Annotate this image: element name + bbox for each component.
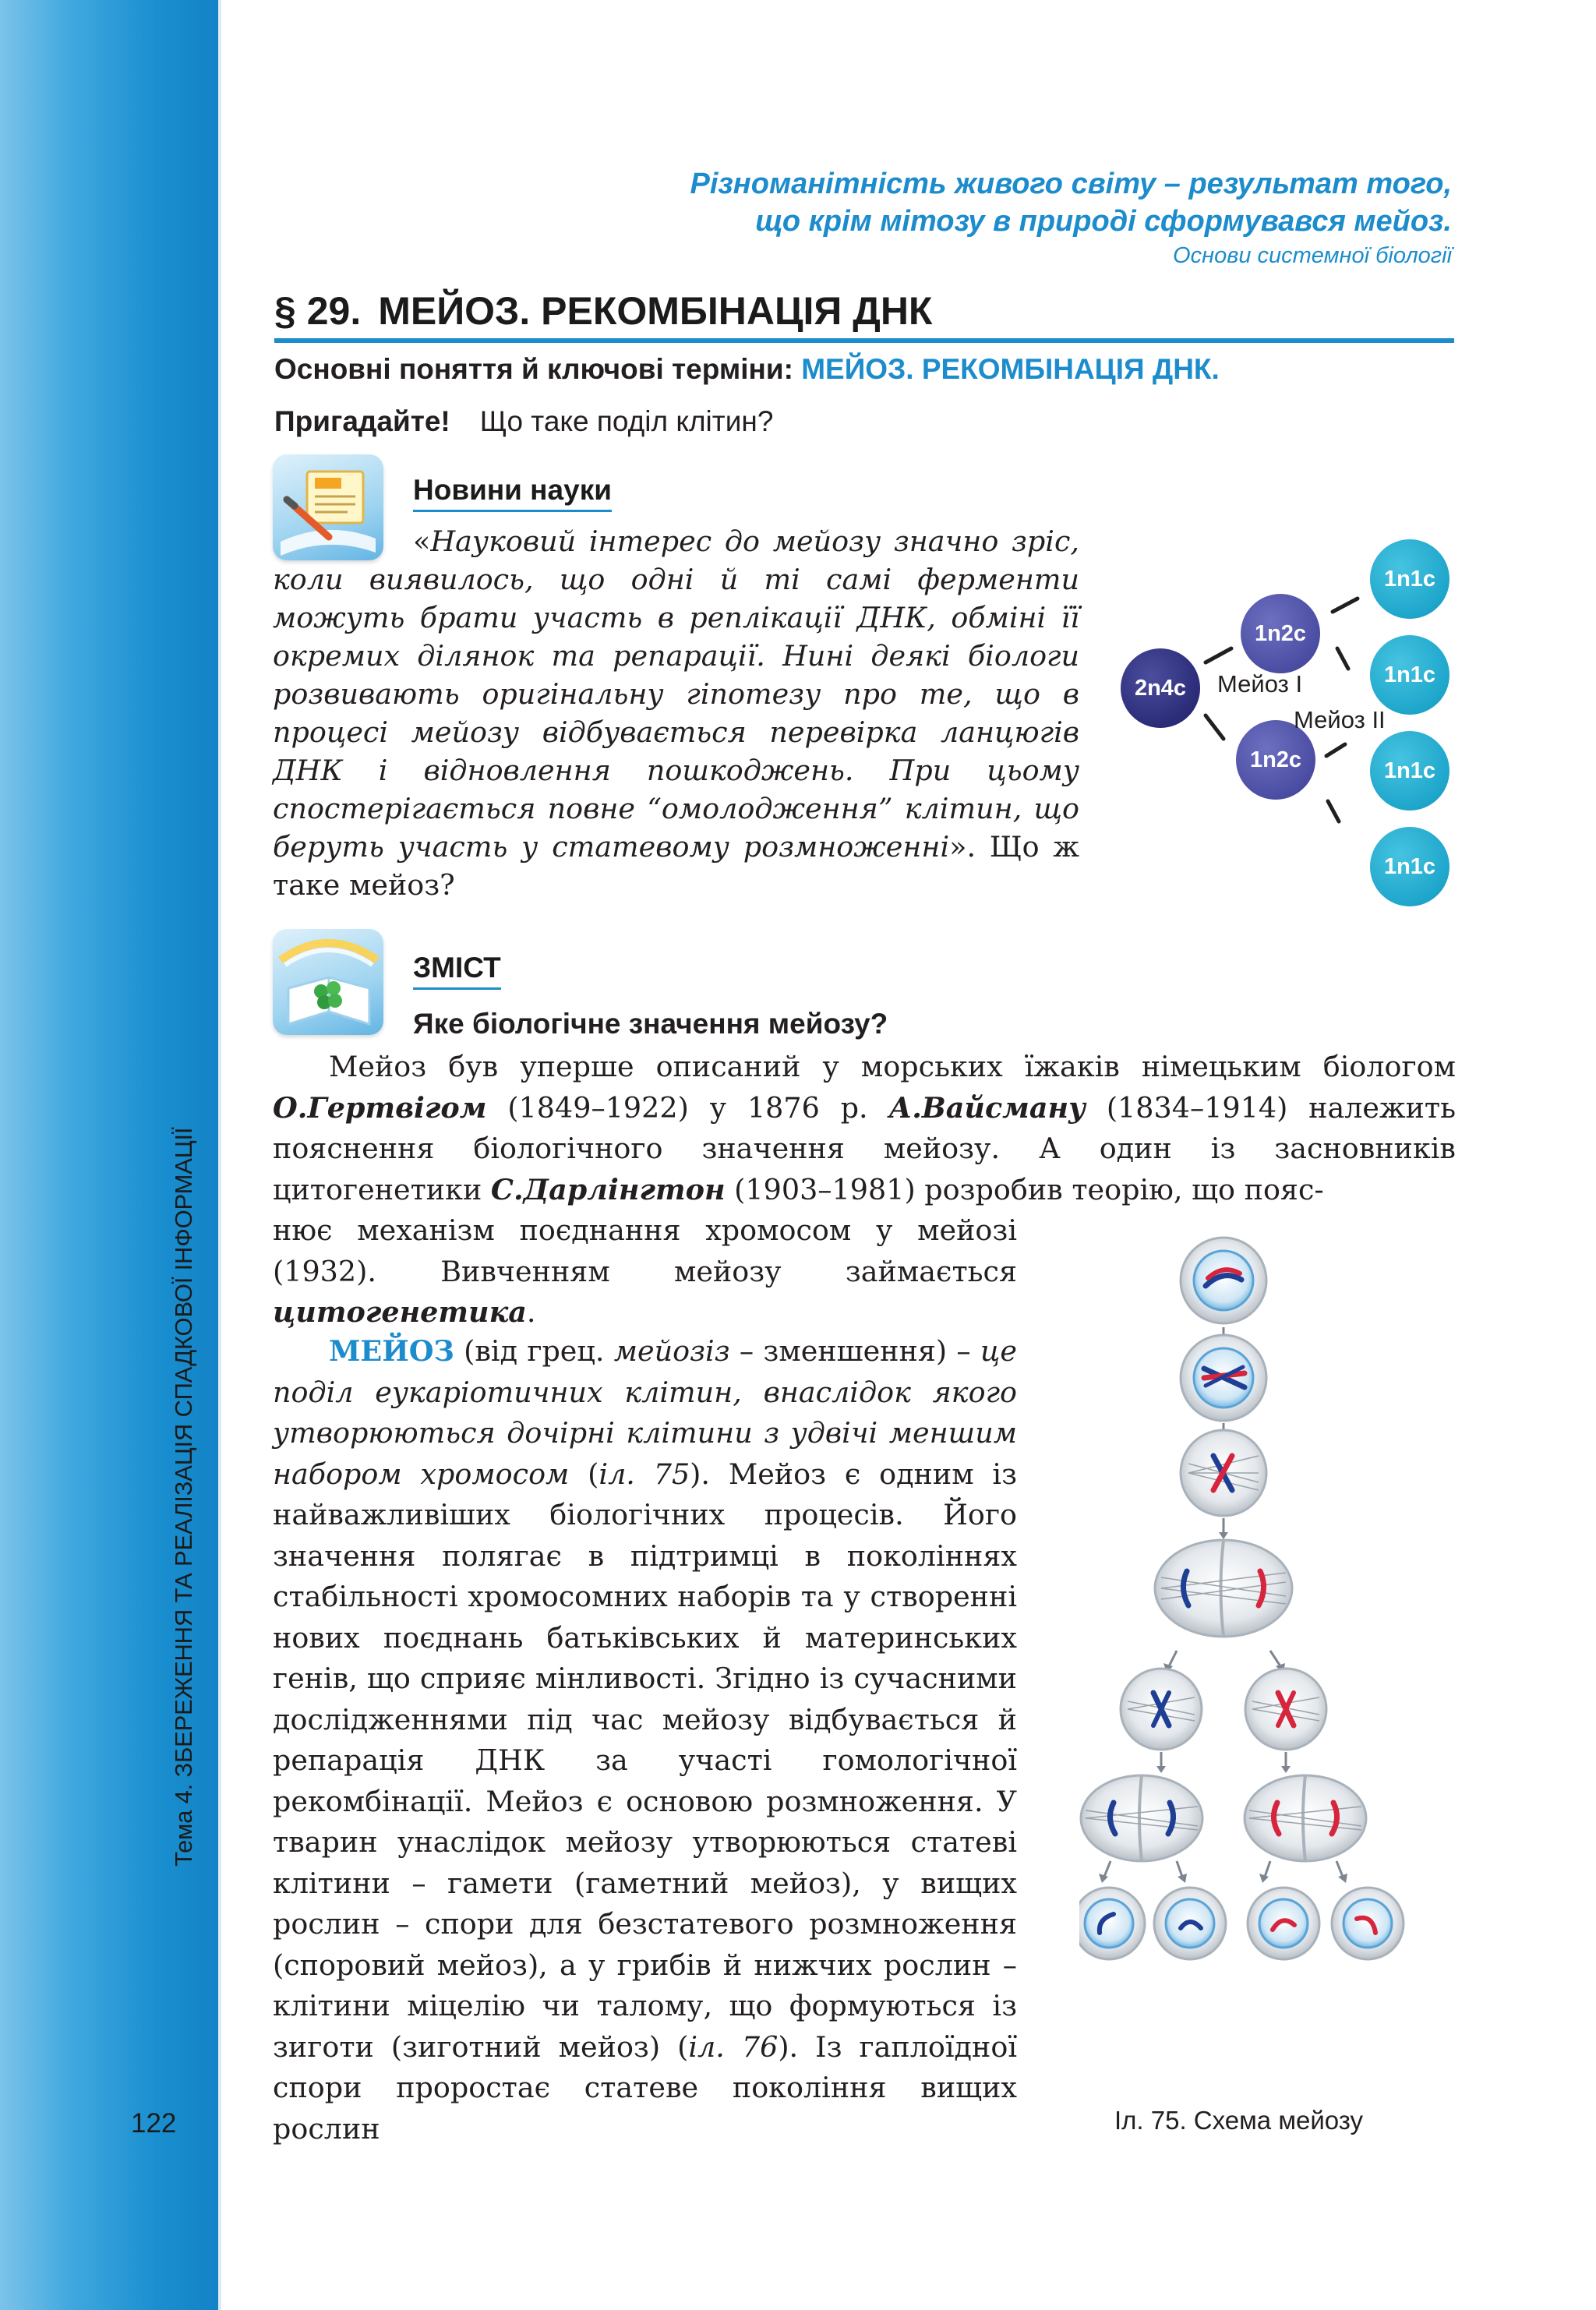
daughter-cell-1: 1n2c	[1241, 594, 1320, 673]
content-subheading: Яке біологічне значення мейозу?	[413, 1008, 888, 1040]
recall-question: Що таке поділ клітин?	[479, 405, 774, 437]
figure-reference: іл. 76	[688, 2029, 779, 2064]
term-meiosis: МЕЙОЗ	[329, 1334, 454, 1368]
open-quote: «	[413, 525, 431, 558]
news-quote	[273, 522, 1079, 904]
page-number: 122	[131, 2108, 177, 2139]
paragraph-history-continued	[273, 1210, 1017, 1333]
gamete-cell-4: 1n1c	[1370, 827, 1449, 906]
section-title	[274, 288, 1454, 343]
text-run: – зменшення) –	[729, 1334, 980, 1368]
scientist-name: А.Вайсману	[888, 1090, 1086, 1125]
epigraph-line-1: Різноманітність живого світу – результат того,	[690, 168, 1452, 200]
text-run: (1903–1981) розробив теорію, що пояс-	[725, 1172, 1324, 1206]
gamete-cell-2: 1n1c	[1370, 635, 1449, 715]
recall-line	[274, 405, 773, 438]
section-number: § 29.	[274, 289, 362, 333]
meiosis-1-label: Мейоз I	[1217, 670, 1303, 698]
epigraph	[690, 165, 1452, 271]
daughter-cell-2: 1n2c	[1236, 720, 1315, 800]
news-heading: Новини науки	[413, 474, 612, 512]
text-run: (1834–1914) належить пояснення біологічного значення мейозу. А один із засновників цитогенетики	[273, 1090, 1456, 1206]
sidebar-divider	[218, 0, 221, 2310]
text-run: (від грец.	[454, 1334, 614, 1368]
paragraph-definition	[273, 1331, 1017, 2149]
text-run: Мейоз був уперше описаний у морських їжаків німецьким біологом	[329, 1050, 1456, 1083]
field-name: цитогенетика	[273, 1295, 527, 1329]
scientist-name: С.Дарлінгтон	[490, 1172, 726, 1206]
topic-title: Тема 4. ЗБЕРЕЖЕННЯ ТА РЕАЛІЗАЦІЯ СПАДКОВОЇ ІНФОРМАЦІЇ	[170, 1127, 197, 1867]
close-quote: ».	[949, 830, 976, 864]
paragraph-history	[273, 1047, 1456, 1210]
quote-question: Що ж таке мейоз?	[273, 830, 1079, 902]
text-run: .	[526, 1295, 536, 1329]
text-run: ). Із гаплоїдної спори проростає статеве покоління вищих рослин	[273, 2029, 1017, 2146]
text-run: ). Мейоз є одним із найважливіших біологічних процесів. Його значення полягає в підтримці в поколіннях стабільності хромосомних наборів та у створенні нових поєднань батьківських й материнських генів, що сприяє мінливості. Згідно із сучасними дослідженнями під час мейозу відбувається й репарація ДНК за участі гомологічної рекомбінації. Мейоз є основою розмноження. У тварин унаслідок мейозу утворюються статеві клітини – гамети (гаметний мейоз), у вищих рослин – спори для безстатевого розмноження (споровий мейоз), а у грибів й нижчих рослин – клітини міцелію чи талому, що формуються із зиготи (зиготний мейоз) (	[273, 1457, 1017, 2064]
epigraph-line-2: що крім мітозу в природі сформувався мейоз.	[755, 205, 1452, 238]
text-run: нює механізм поєднання хромосом у мейозі (1932). Вивченням мейозу займається	[273, 1213, 1017, 1288]
meiosis-chromosome-diagram	[1107, 530, 1465, 912]
key-concepts-label: Основні поняття й ключові терміни:	[274, 353, 793, 385]
meiosis-2-label: Мейоз II	[1294, 706, 1386, 733]
content-heading: ЗМІСТ	[413, 952, 501, 990]
gamete-cell-3: 1n1c	[1370, 731, 1449, 811]
greek-word: мейозіз	[613, 1334, 730, 1368]
parent-cell: 2n4c	[1121, 648, 1200, 728]
quote-text: Науковий інтерес до мейозу значно зріс, коли виявилось, що одні й ті самі ферменти можуть брати участь в реплікації ДНК, обміні її окремих ділянок та репарації. Нині деякі біологи розвивають оригінальну гіпотезу про те, що в процесі мейозу відбувається перевірка ланцюгів ДНК і відновлення пошкоджень. При цьому спостерігається повне “омолодження” клітин, що беруть участь у статевому розмноженні	[273, 525, 1079, 864]
text-run: (1849–1922) у 1876 р.	[486, 1090, 889, 1125]
recall-label: Пригадайте!	[274, 405, 450, 437]
key-concepts-terms: МЕЙОЗ. РЕКОМБІНАЦІЯ ДНК.	[801, 353, 1220, 385]
definition-text: це поділ еукаріотичних клітин, внаслідок якого утворюються дочірні клітини з удвічі меншим набором хромосом	[273, 1334, 1017, 1491]
key-concepts	[274, 353, 1220, 386]
meiosis-scheme-figure	[1079, 1230, 1465, 2040]
scientist-name: О.Гертвігом	[273, 1090, 487, 1125]
text-run: (	[569, 1457, 599, 1491]
figure-caption: Іл. 75. Схема мейозу	[1114, 2106, 1364, 2135]
clover-book-icon	[273, 929, 383, 1035]
section-title-text: МЕЙОЗ. РЕКОМБІНАЦІЯ ДНК	[378, 289, 933, 333]
epigraph-source: Основи системної біології	[1173, 243, 1452, 268]
figure-reference: іл. 75	[598, 1457, 690, 1491]
gamete-cell-1: 1n1c	[1370, 539, 1449, 619]
meiosis-scheme-svg	[1079, 1230, 1465, 2040]
